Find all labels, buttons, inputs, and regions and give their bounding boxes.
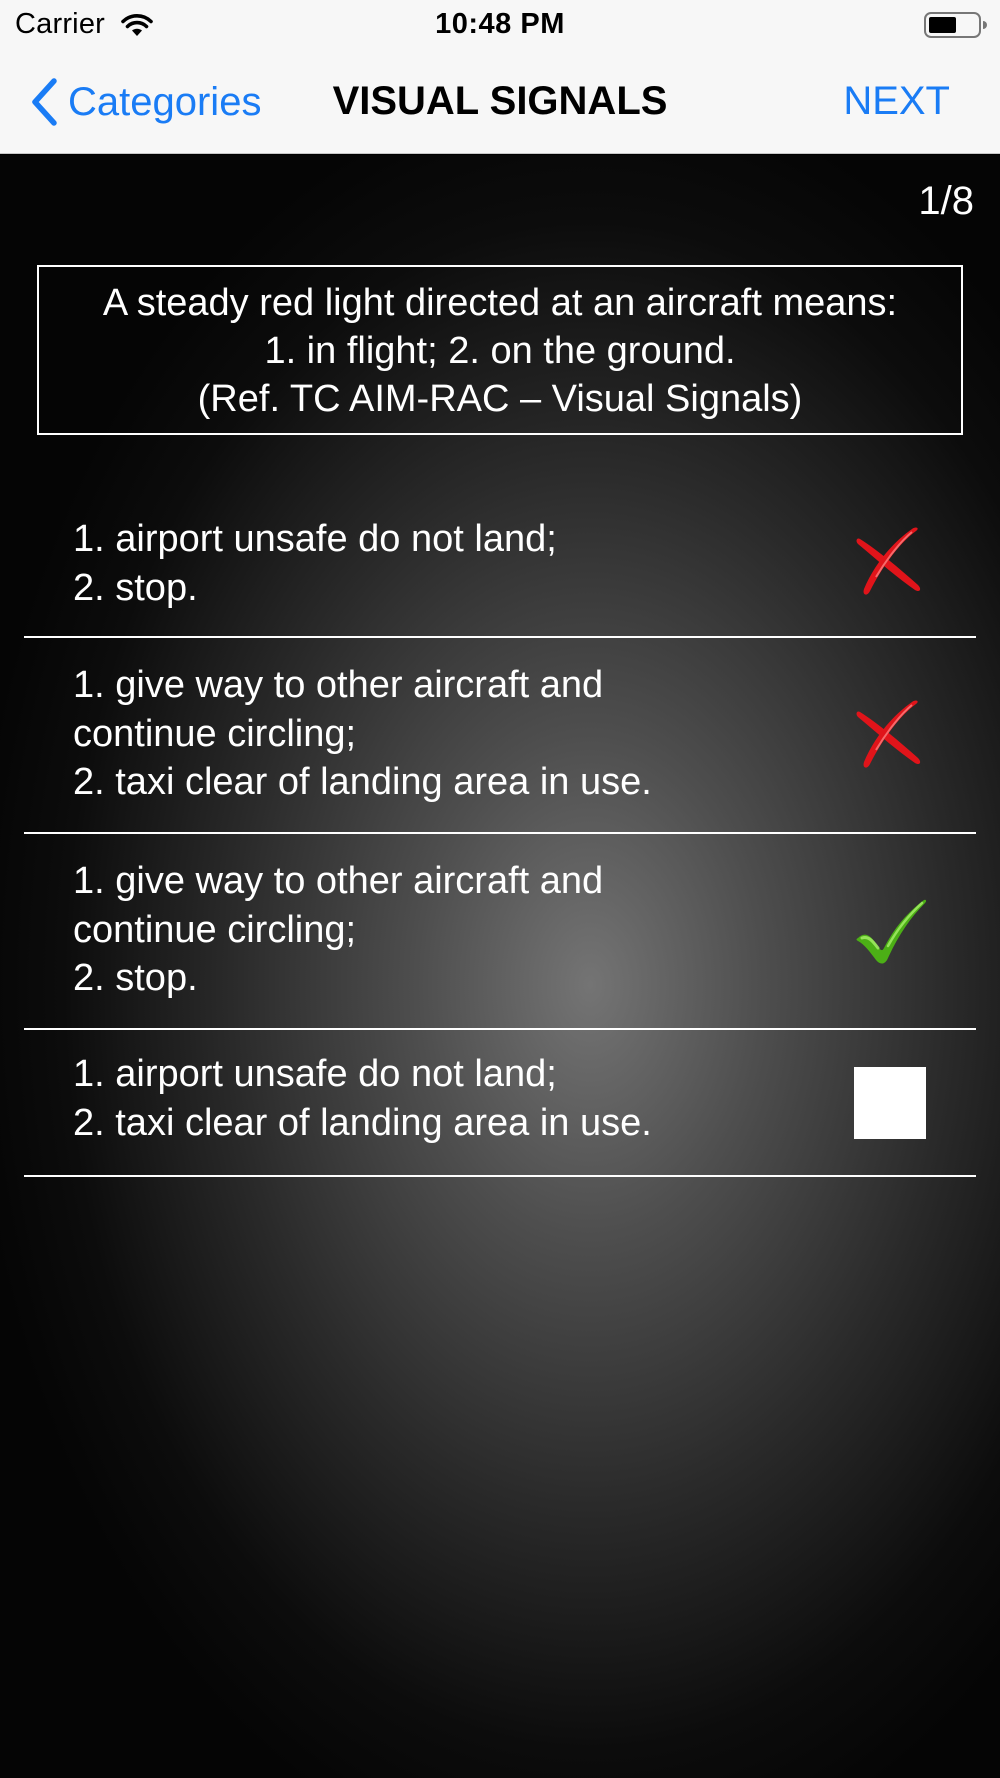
red-x-icon: [854, 525, 928, 599]
answer-line: 2. stop.: [73, 957, 198, 999]
answer-line: 2. stop.: [73, 566, 198, 609]
answer-option-1[interactable]: [24, 495, 976, 638]
answer-text: [73, 1050, 833, 1147]
answer-option-2[interactable]: [24, 638, 976, 834]
answer-text: [73, 515, 833, 612]
answer-option-3[interactable]: [24, 834, 976, 1030]
answer-line: 1. give way to other aircraft and: [73, 664, 604, 706]
quiz-content: [0, 155, 1000, 1778]
answer-list: [24, 495, 976, 1177]
battery-icon: [924, 11, 988, 39]
answer-line: 1. airport unsafe do not land;: [73, 518, 557, 560]
answer-line: 2. taxi clear of landing area in use.: [73, 1101, 652, 1144]
answer-text: [73, 661, 833, 807]
green-check-icon: [854, 894, 928, 968]
navigation-bar: [0, 50, 1000, 154]
question-box: [37, 265, 963, 435]
back-button-label: Categories: [68, 79, 262, 124]
status-time: 10:48 PM: [435, 8, 565, 40]
answer-option-4[interactable]: [24, 1030, 976, 1177]
question-line: 1. in flight; 2. on the ground.: [264, 330, 736, 372]
next-button[interactable]: NEXT: [843, 79, 950, 123]
answer-line: 1. give way to other aircraft and: [73, 860, 604, 902]
question-counter: 1/8: [918, 179, 974, 223]
question-line: A steady red light directed at an aircraft means:: [102, 282, 898, 324]
red-x-icon: [854, 698, 928, 772]
checkbox-icon: [854, 1067, 926, 1139]
carrier-label: Carrier: [15, 8, 106, 40]
question-line: (Ref. TC AIM-RAC – Visual Signals): [197, 378, 803, 420]
page-title: VISUAL SIGNALS: [332, 79, 668, 123]
answer-line: continue circling;: [73, 908, 357, 951]
answer-line: 2. taxi clear of landing area in use.: [73, 761, 652, 803]
status-bar: [0, 0, 1000, 50]
answer-text: [73, 857, 833, 1003]
answer-line: continue circling;: [73, 712, 357, 755]
answer-line: 1. airport unsafe do not land;: [73, 1053, 557, 1095]
